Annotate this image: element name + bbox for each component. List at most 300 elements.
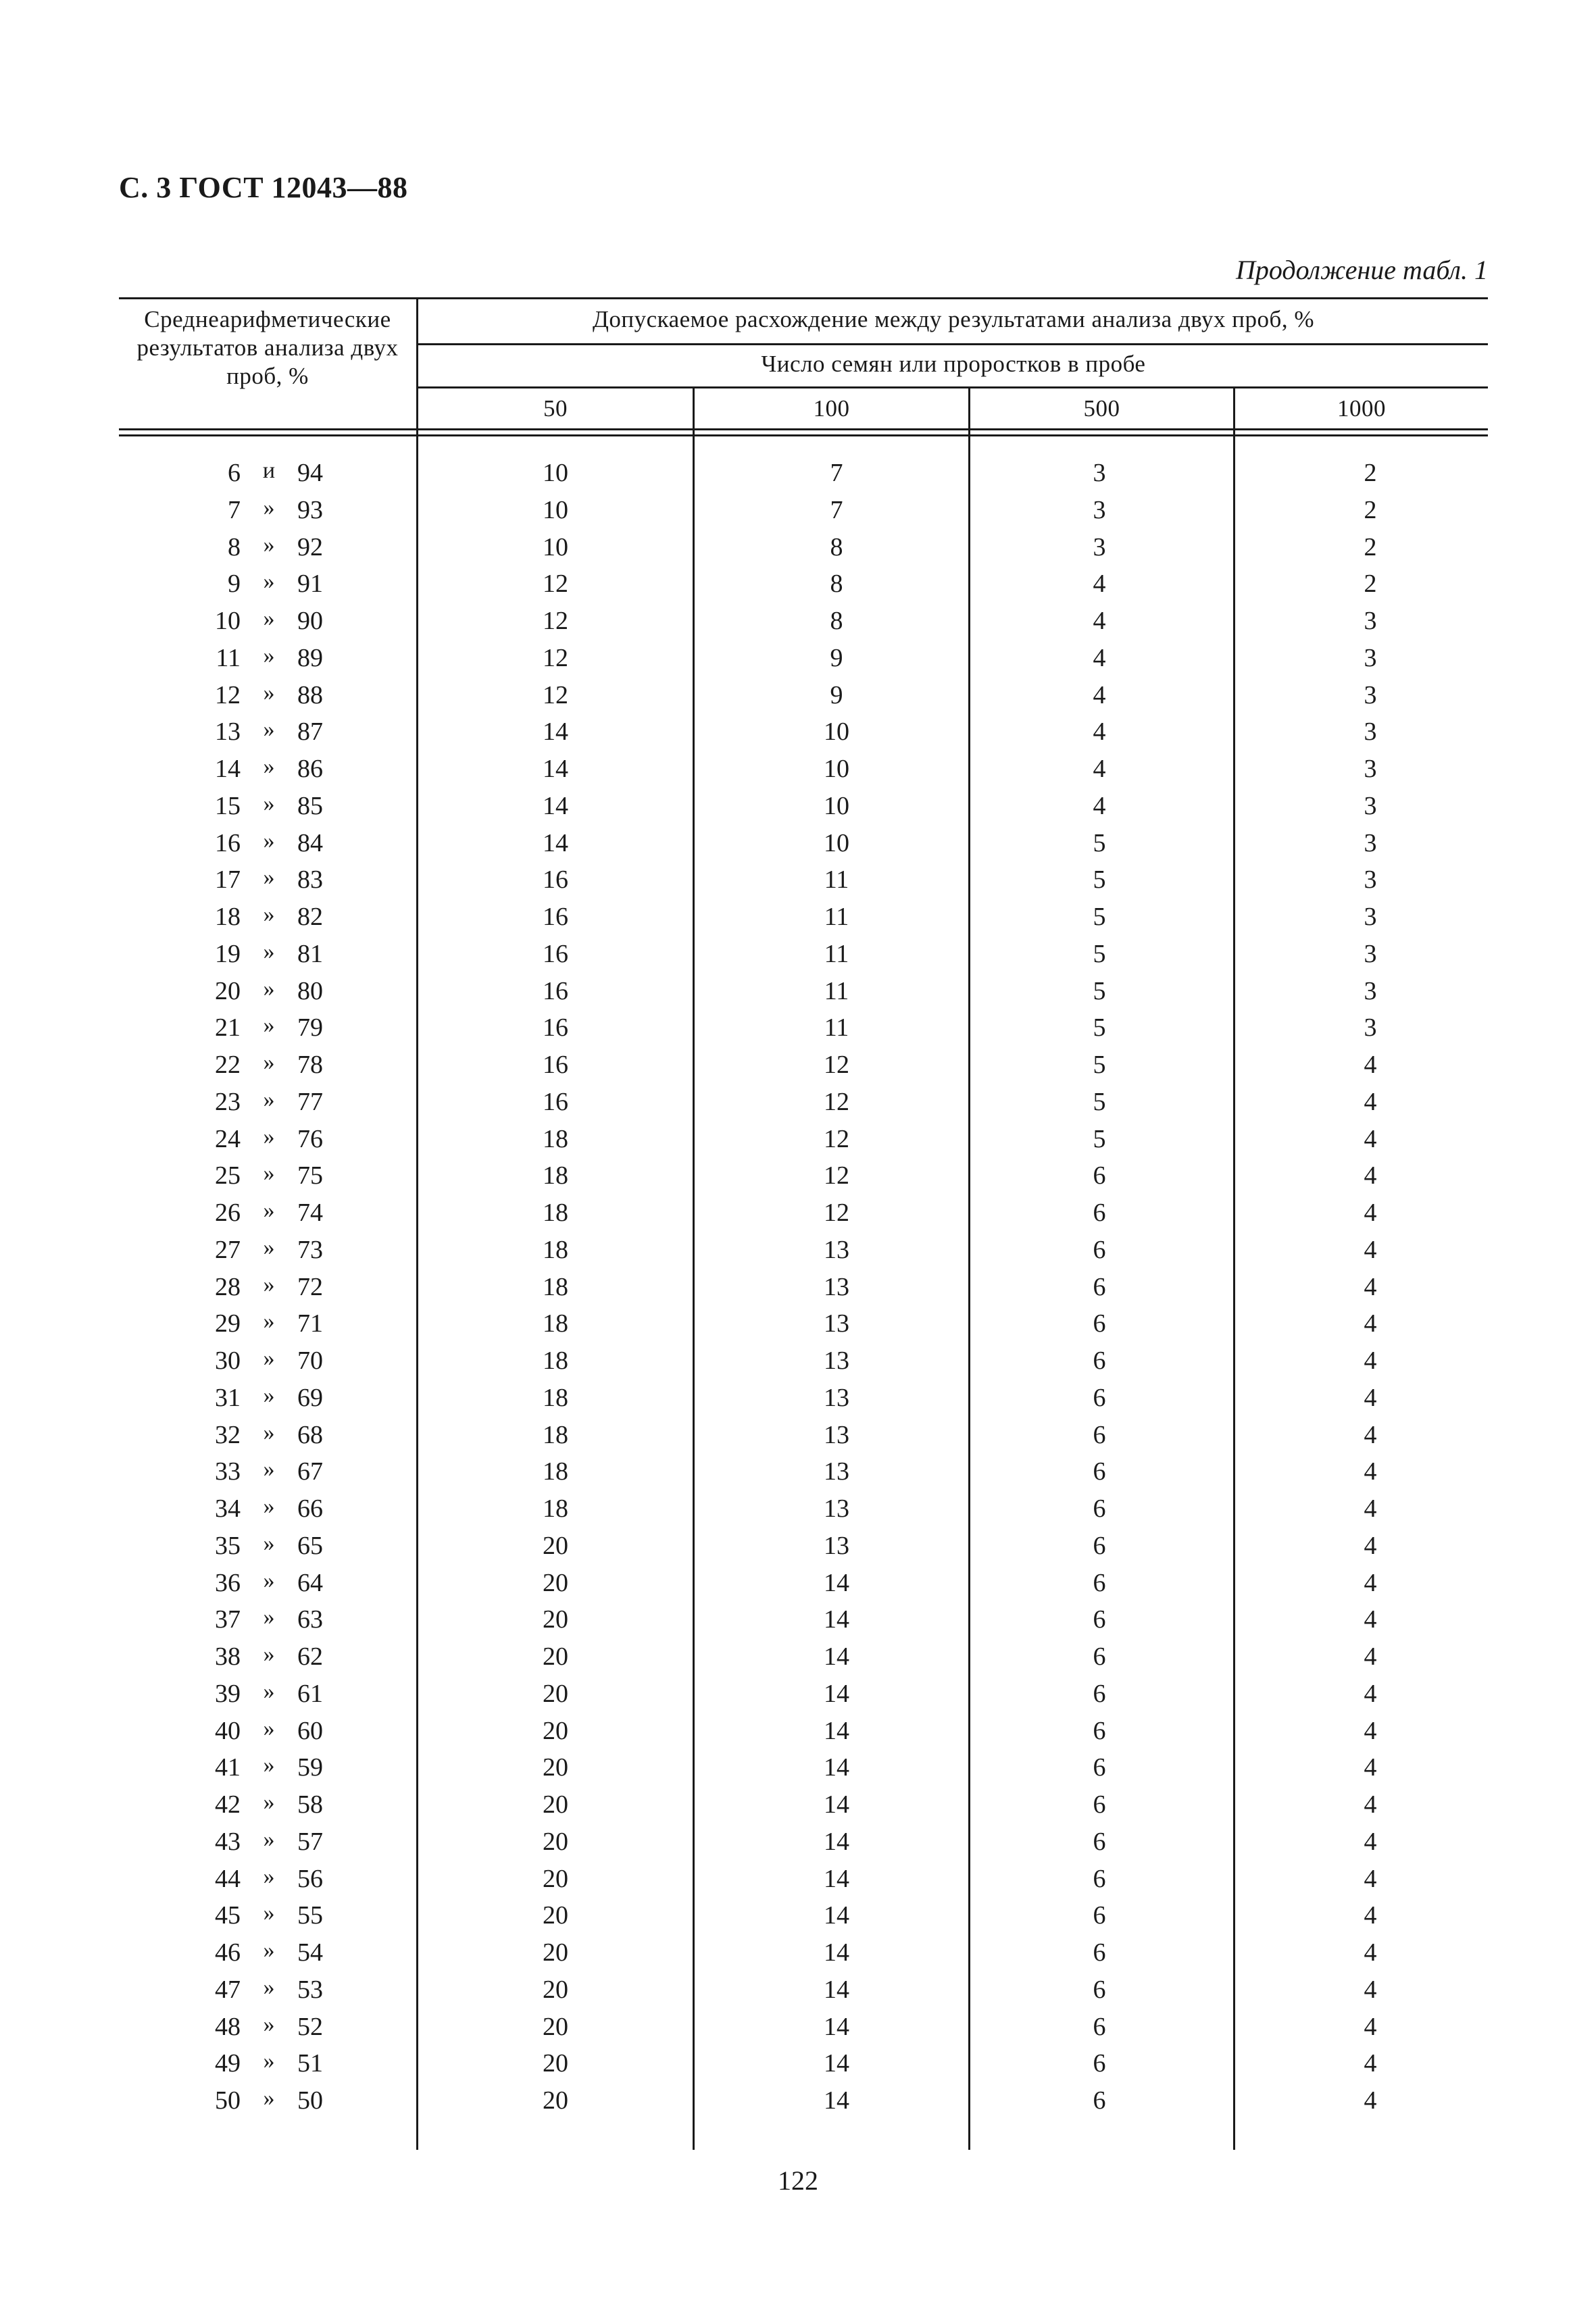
- mean-low-value: 44: [215, 1865, 241, 1893]
- discrepancy-value: 18: [543, 1309, 568, 1338]
- mean-low-value: 34: [215, 1494, 241, 1523]
- table-top-rule: [119, 297, 1488, 299]
- discrepancy-value: 6: [1093, 1421, 1106, 1449]
- discrepancy-value: 6: [1093, 1161, 1106, 1190]
- discrepancy-value: 5: [1093, 1125, 1106, 1153]
- discrepancy-value: 14: [824, 1680, 849, 1708]
- discrepancy-value: 20: [543, 1865, 568, 1893]
- discrepancy-value: 13: [824, 1273, 849, 1301]
- mean-low-value: 19: [215, 940, 241, 968]
- discrepancy-value: 4: [1364, 1161, 1377, 1190]
- range-separator: »: [263, 1087, 275, 1112]
- range-separator: »: [263, 1716, 275, 1741]
- mean-low-value: 15: [215, 792, 241, 820]
- discrepancy-value: 14: [543, 792, 568, 820]
- discrepancy-value: 6: [1093, 1532, 1106, 1560]
- discrepancy-value: 6: [1093, 2086, 1106, 2115]
- discrepancy-value: 5: [1093, 1013, 1106, 1042]
- range-separator: »: [263, 1642, 275, 1667]
- column-rule-3: [968, 386, 970, 2150]
- discrepancy-value: 20: [543, 1976, 568, 2004]
- discrepancy-value: 13: [824, 1384, 849, 1412]
- discrepancy-value: 18: [543, 1494, 568, 1523]
- range-separator: »: [263, 1420, 275, 1445]
- header-double-rule-bottom: [119, 434, 1488, 436]
- discrepancy-value: 4: [1364, 1717, 1377, 1745]
- mean-low-value: 8: [228, 533, 241, 561]
- mean-high-value: 86: [297, 755, 323, 783]
- discrepancy-value: 13: [824, 1347, 849, 1375]
- discrepancy-value: 18: [543, 1161, 568, 1190]
- discrepancy-value: 16: [543, 1088, 568, 1116]
- discrepancy-value: 10: [824, 829, 849, 857]
- mean-low-value: 7: [228, 496, 241, 524]
- mean-low-value: 31: [215, 1384, 241, 1412]
- mean-low-value: 33: [215, 1457, 241, 1486]
- discrepancy-value: 6: [1093, 1384, 1106, 1412]
- discrepancy-value: 18: [543, 1347, 568, 1375]
- discrepancy-value: 6: [1093, 2013, 1106, 2041]
- mean-low-value: 38: [215, 1642, 241, 1671]
- mean-high-value: 59: [297, 1753, 323, 1782]
- mean-results-header-line: проб, %: [226, 363, 309, 389]
- discrepancy-value: 5: [1093, 977, 1106, 1005]
- discrepancy-value: 4: [1364, 1828, 1377, 1856]
- discrepancy-value: 3: [1364, 977, 1377, 1005]
- discrepancy-value: 5: [1093, 903, 1106, 931]
- discrepancy-value: 8: [830, 607, 843, 635]
- mean-high-value: 67: [297, 1457, 323, 1486]
- discrepancy-value: 4: [1364, 1494, 1377, 1523]
- discrepancy-value: 4: [1364, 1309, 1377, 1338]
- sample-count-header: Число семян или проростков в пробе: [761, 351, 1146, 377]
- range-separator: »: [263, 643, 275, 668]
- discrepancy-value: 3: [1364, 865, 1377, 894]
- discrepancy-value: 10: [824, 718, 849, 746]
- discrepancy-value: 3: [1364, 903, 1377, 931]
- discrepancy-value: 20: [543, 1642, 568, 1671]
- range-separator: »: [263, 1198, 275, 1223]
- mean-high-value: 75: [297, 1161, 323, 1190]
- mean-high-value: 56: [297, 1865, 323, 1893]
- mean-high-value: 79: [297, 1013, 323, 1042]
- range-separator: »: [263, 1901, 275, 1926]
- discrepancy-value: 11: [824, 977, 849, 1005]
- discrepancy-value: 4: [1364, 1642, 1377, 1671]
- discrepancy-value: 9: [830, 681, 843, 709]
- discrepancy-value: 6: [1093, 1717, 1106, 1745]
- column-rule-2: [693, 386, 695, 2150]
- mean-high-value: 55: [297, 1901, 323, 1930]
- range-separator: »: [263, 1013, 275, 1038]
- mean-high-value: 82: [297, 903, 323, 931]
- discrepancy-value: 18: [543, 1384, 568, 1412]
- mean-low-value: 47: [215, 1976, 241, 2004]
- sample-size-header-500: 500: [1083, 395, 1120, 422]
- discrepancy-value: 5: [1093, 1051, 1106, 1079]
- allowed-discrepancy-header: Допускаемое расхождение между результатами анализа двух проб, %: [593, 306, 1314, 332]
- discrepancy-value: 3: [1364, 644, 1377, 672]
- sample-size-header-100: 100: [813, 395, 850, 422]
- mean-low-value: 20: [215, 977, 241, 1005]
- range-separator: »: [263, 828, 275, 853]
- range-separator: »: [263, 1124, 275, 1149]
- discrepancy-value: 14: [824, 1717, 849, 1745]
- mean-high-value: 60: [297, 1717, 323, 1745]
- discrepancy-value: 4: [1364, 1347, 1377, 1375]
- discrepancy-value: 20: [543, 1569, 568, 1597]
- discrepancy-value: 5: [1093, 829, 1106, 857]
- range-separator: »: [263, 606, 275, 631]
- mean-high-value: 50: [297, 2086, 323, 2115]
- discrepancy-value: 3: [1364, 681, 1377, 709]
- mean-low-value: 50: [215, 2086, 241, 2115]
- mean-results-header: [119, 305, 416, 391]
- range-separator: »: [263, 1568, 275, 1593]
- discrepancy-value: 20: [543, 1790, 568, 1819]
- range-separator: »: [263, 902, 275, 927]
- mean-low-value: 32: [215, 1421, 241, 1449]
- range-separator: »: [263, 569, 275, 594]
- mean-low-value: 36: [215, 1569, 241, 1597]
- range-separator: »: [263, 680, 275, 705]
- discrepancy-value: 4: [1093, 570, 1106, 598]
- discrepancy-value: 4: [1364, 1532, 1377, 1560]
- discrepancy-value: 6: [1093, 1642, 1106, 1671]
- discrepancy-value: 3: [1364, 829, 1377, 857]
- mean-high-value: 52: [297, 2013, 323, 2041]
- discrepancy-value: 13: [824, 1457, 849, 1486]
- discrepancy-value: 5: [1093, 940, 1106, 968]
- discrepancy-value: 20: [543, 2049, 568, 2078]
- discrepancy-value: 11: [824, 1013, 849, 1042]
- column-rule-1: [416, 297, 418, 2150]
- page-header: С. 3 ГОСТ 12043—88: [119, 171, 408, 204]
- mean-high-value: 66: [297, 1494, 323, 1523]
- discrepancy-value: 4: [1093, 681, 1106, 709]
- discrepancy-value: 18: [543, 1199, 568, 1227]
- discrepancy-value: 14: [824, 1605, 849, 1634]
- discrepancy-value: 6: [1093, 1976, 1106, 2004]
- table-continuation-label: Продолжение табл. 1: [1235, 255, 1488, 285]
- mean-low-value: 49: [215, 2049, 241, 2078]
- mean-high-value: 93: [297, 496, 323, 524]
- range-separator: »: [263, 791, 275, 816]
- discrepancy-value: 14: [824, 1753, 849, 1782]
- discrepancy-value: 20: [543, 1828, 568, 1856]
- discrepancy-value: 4: [1364, 1938, 1377, 1967]
- discrepancy-value: 14: [824, 2013, 849, 2041]
- mean-low-value: 25: [215, 1161, 241, 1190]
- discrepancy-value: 18: [543, 1457, 568, 1486]
- discrepancy-value: 10: [543, 496, 568, 524]
- mean-high-value: 61: [297, 1680, 323, 1708]
- discrepancy-value: 20: [543, 1901, 568, 1930]
- mean-low-value: 35: [215, 1532, 241, 1560]
- mean-high-value: 80: [297, 977, 323, 1005]
- range-separator: »: [263, 1050, 275, 1075]
- discrepancy-value: 4: [1364, 1680, 1377, 1708]
- range-separator: »: [263, 717, 275, 742]
- discrepancy-value: 12: [824, 1125, 849, 1153]
- sample-size-header-50: 50: [543, 395, 568, 422]
- range-separator: »: [263, 1790, 275, 1815]
- mean-high-value: 81: [297, 940, 323, 968]
- discrepancy-value: 3: [1364, 607, 1377, 635]
- discrepancy-value: 6: [1093, 1680, 1106, 1708]
- discrepancy-value: 4: [1364, 1457, 1377, 1486]
- discrepancy-value: 14: [824, 1569, 849, 1597]
- discrepancy-value: 11: [824, 940, 849, 968]
- discrepancy-value: 14: [824, 1642, 849, 1671]
- discrepancy-value: 3: [1364, 755, 1377, 783]
- range-separator: »: [263, 532, 275, 557]
- discrepancy-value: 18: [543, 1125, 568, 1153]
- range-separator: »: [263, 939, 275, 964]
- mean-low-value: 40: [215, 1717, 241, 1745]
- page-number: 122: [778, 2165, 818, 2196]
- mean-high-value: 65: [297, 1532, 323, 1560]
- discrepancy-value: 14: [543, 755, 568, 783]
- discrepancy-value: 20: [543, 1753, 568, 1782]
- discrepancy-value: 6: [1093, 2049, 1106, 2078]
- discrepancy-value: 5: [1093, 865, 1106, 894]
- column-rule-4: [1233, 386, 1235, 2150]
- range-separator: »: [263, 1531, 275, 1556]
- discrepancy-value: 14: [824, 1865, 849, 1893]
- discrepancy-value: 4: [1093, 792, 1106, 820]
- discrepancy-value: 14: [824, 1790, 849, 1819]
- range-separator: »: [263, 1494, 275, 1519]
- mean-high-value: 91: [297, 570, 323, 598]
- discrepancy-value: 16: [543, 940, 568, 968]
- discrepancy-value: 11: [824, 903, 849, 931]
- mean-low-value: 18: [215, 903, 241, 931]
- discrepancy-value: 9: [830, 644, 843, 672]
- discrepancy-value: 20: [543, 1938, 568, 1967]
- discrepancy-value: 13: [824, 1236, 849, 1264]
- range-separator: »: [263, 495, 275, 520]
- discrepancy-value: 6: [1093, 1199, 1106, 1227]
- discrepancy-value: 16: [543, 977, 568, 1005]
- discrepancy-value: 13: [824, 1309, 849, 1338]
- discrepancy-value: 12: [824, 1088, 849, 1116]
- mean-low-value: 41: [215, 1753, 241, 1782]
- discrepancy-value: 12: [543, 644, 568, 672]
- mean-low-value: 6: [228, 459, 241, 487]
- discrepancy-value: 12: [824, 1161, 849, 1190]
- discrepancy-value: 10: [543, 459, 568, 487]
- mean-high-value: 62: [297, 1642, 323, 1671]
- mean-low-value: 42: [215, 1790, 241, 1819]
- mean-high-value: 73: [297, 1236, 323, 1264]
- discrepancy-value: 13: [824, 1494, 849, 1523]
- discrepancy-value: 4: [1364, 2049, 1377, 2078]
- mean-high-value: 70: [297, 1347, 323, 1375]
- discrepancy-value: 4: [1364, 1976, 1377, 2004]
- discrepancy-value: 6: [1093, 1790, 1106, 1819]
- mean-low-value: 13: [215, 718, 241, 746]
- mean-low-value: 27: [215, 1236, 241, 1264]
- mean-high-value: 87: [297, 718, 323, 746]
- discrepancy-value: 6: [1093, 1605, 1106, 1634]
- discrepancy-value: 20: [543, 1532, 568, 1560]
- discrepancy-value: 12: [543, 607, 568, 635]
- discrepancy-value: 12: [543, 570, 568, 598]
- discrepancy-value: 18: [543, 1421, 568, 1449]
- mean-low-value: 48: [215, 2013, 241, 2041]
- discrepancy-value: 6: [1093, 1828, 1106, 1856]
- mean-high-value: 90: [297, 607, 323, 635]
- mean-low-value: 12: [215, 681, 241, 709]
- mean-results-header-line: результатов анализа двух: [136, 334, 399, 361]
- range-separator: »: [263, 1864, 275, 1889]
- mean-low-value: 17: [215, 865, 241, 894]
- discrepancy-value: 6: [1093, 1938, 1106, 1967]
- range-separator: »: [263, 1827, 275, 1852]
- range-separator: »: [263, 1235, 275, 1260]
- discrepancy-value: 6: [1093, 1753, 1106, 1782]
- discrepancy-value: 8: [830, 533, 843, 561]
- header-double-rule-top: [119, 428, 1488, 430]
- discrepancy-value: 6: [1093, 1236, 1106, 1264]
- range-separator: »: [263, 976, 275, 1001]
- mean-high-value: 58: [297, 1790, 323, 1819]
- discrepancy-value: 12: [824, 1051, 849, 1079]
- mean-low-value: 30: [215, 1347, 241, 1375]
- discrepancy-value: 20: [543, 1680, 568, 1708]
- discrepancy-value: 4: [1364, 2013, 1377, 2041]
- discrepancy-value: 20: [543, 1605, 568, 1634]
- discrepancy-value: 4: [1364, 1088, 1377, 1116]
- discrepancy-value: 14: [824, 1938, 849, 1967]
- discrepancy-value: 3: [1093, 496, 1106, 524]
- discrepancy-value: 5: [1093, 1088, 1106, 1116]
- range-separator: »: [263, 2012, 275, 2037]
- mean-low-value: 43: [215, 1828, 241, 1856]
- discrepancy-value: 2: [1364, 570, 1377, 598]
- mean-high-value: 72: [297, 1273, 323, 1301]
- discrepancy-value: 4: [1364, 1865, 1377, 1893]
- discrepancy-value: 14: [824, 1828, 849, 1856]
- discrepancy-value: 8: [830, 570, 843, 598]
- mean-high-value: 84: [297, 829, 323, 857]
- mean-high-value: 63: [297, 1605, 323, 1634]
- discrepancy-value: 4: [1093, 644, 1106, 672]
- range-separator: »: [263, 1753, 275, 1778]
- mean-high-value: 69: [297, 1384, 323, 1412]
- mean-low-value: 26: [215, 1199, 241, 1227]
- range-separator: »: [263, 2048, 275, 2073]
- discrepancy-value: 4: [1093, 718, 1106, 746]
- discrepancy-value: 4: [1364, 1199, 1377, 1227]
- mean-high-value: 53: [297, 1976, 323, 2004]
- mean-low-value: 11: [216, 644, 241, 672]
- range-separator: »: [263, 1272, 275, 1297]
- discrepancy-value: 6: [1093, 1309, 1106, 1338]
- range-separator: »: [263, 2086, 275, 2111]
- discrepancy-value: 13: [824, 1421, 849, 1449]
- discrepancy-value: 14: [543, 718, 568, 746]
- discrepancy-value: 2: [1364, 533, 1377, 561]
- discrepancy-value: 2: [1364, 459, 1377, 487]
- discrepancy-value: 4: [1364, 1790, 1377, 1819]
- discrepancy-value: 4: [1364, 1605, 1377, 1634]
- discrepancy-value: 3: [1364, 1013, 1377, 1042]
- range-separator: »: [263, 1457, 275, 1482]
- discrepancy-value: 6: [1093, 1273, 1106, 1301]
- mean-low-value: 28: [215, 1273, 241, 1301]
- discrepancy-value: 3: [1093, 533, 1106, 561]
- discrepancy-value: 4: [1364, 1236, 1377, 1264]
- mean-high-value: 71: [297, 1309, 323, 1338]
- discrepancy-value: 14: [543, 829, 568, 857]
- discrepancy-value: 6: [1093, 1494, 1106, 1523]
- mean-high-value: 94: [297, 459, 323, 487]
- mean-low-value: 14: [215, 755, 241, 783]
- discrepancy-value: 4: [1093, 607, 1106, 635]
- mean-high-value: 85: [297, 792, 323, 820]
- discrepancy-value: 4: [1364, 1125, 1377, 1153]
- discrepancy-value: 6: [1093, 1457, 1106, 1486]
- discrepancy-value: 10: [824, 792, 849, 820]
- mean-high-value: 57: [297, 1828, 323, 1856]
- discrepancy-value: 14: [824, 1901, 849, 1930]
- discrepancy-value: 3: [1364, 940, 1377, 968]
- discrepancy-value: 18: [543, 1236, 568, 1264]
- discrepancy-value: 10: [543, 533, 568, 561]
- subgroup-header-rule: [417, 386, 1488, 388]
- discrepancy-value: 7: [830, 459, 843, 487]
- discrepancy-value: 14: [824, 1976, 849, 2004]
- mean-high-value: 74: [297, 1199, 323, 1227]
- discrepancy-value: 20: [543, 1717, 568, 1745]
- discrepancy-value: 4: [1364, 1753, 1377, 1782]
- mean-high-value: 92: [297, 533, 323, 561]
- mean-results-header-line: Среднеарифметические: [144, 306, 391, 332]
- mean-low-value: 29: [215, 1309, 241, 1338]
- range-separator: »: [263, 1938, 275, 1963]
- mean-low-value: 45: [215, 1901, 241, 1930]
- discrepancy-value: 2: [1364, 496, 1377, 524]
- discrepancy-value: 10: [824, 755, 849, 783]
- range-separator: »: [263, 1161, 275, 1186]
- range-separator: и: [262, 458, 276, 483]
- discrepancy-value: 4: [1364, 1901, 1377, 1930]
- range-separator: »: [263, 1605, 275, 1630]
- discrepancy-value: 4: [1364, 2086, 1377, 2115]
- sample-size-header-1000: 1000: [1337, 395, 1386, 422]
- mean-low-value: 39: [215, 1680, 241, 1708]
- mean-low-value: 21: [215, 1013, 241, 1042]
- mean-low-value: 9: [228, 570, 241, 598]
- discrepancy-value: 12: [824, 1199, 849, 1227]
- discrepancy-value: 16: [543, 903, 568, 931]
- mean-high-value: 89: [297, 644, 323, 672]
- mean-high-value: 54: [297, 1938, 323, 1967]
- discrepancy-value: 4: [1364, 1273, 1377, 1301]
- mean-high-value: 68: [297, 1421, 323, 1449]
- mean-high-value: 83: [297, 865, 323, 894]
- mean-low-value: 37: [215, 1605, 241, 1634]
- discrepancy-value: 6: [1093, 1569, 1106, 1597]
- mean-high-value: 51: [297, 2049, 323, 2078]
- discrepancy-value: 4: [1093, 755, 1106, 783]
- discrepancy-value: 16: [543, 1051, 568, 1079]
- discrepancy-value: 3: [1364, 792, 1377, 820]
- discrepancy-value: 16: [543, 865, 568, 894]
- discrepancy-value: 3: [1093, 459, 1106, 487]
